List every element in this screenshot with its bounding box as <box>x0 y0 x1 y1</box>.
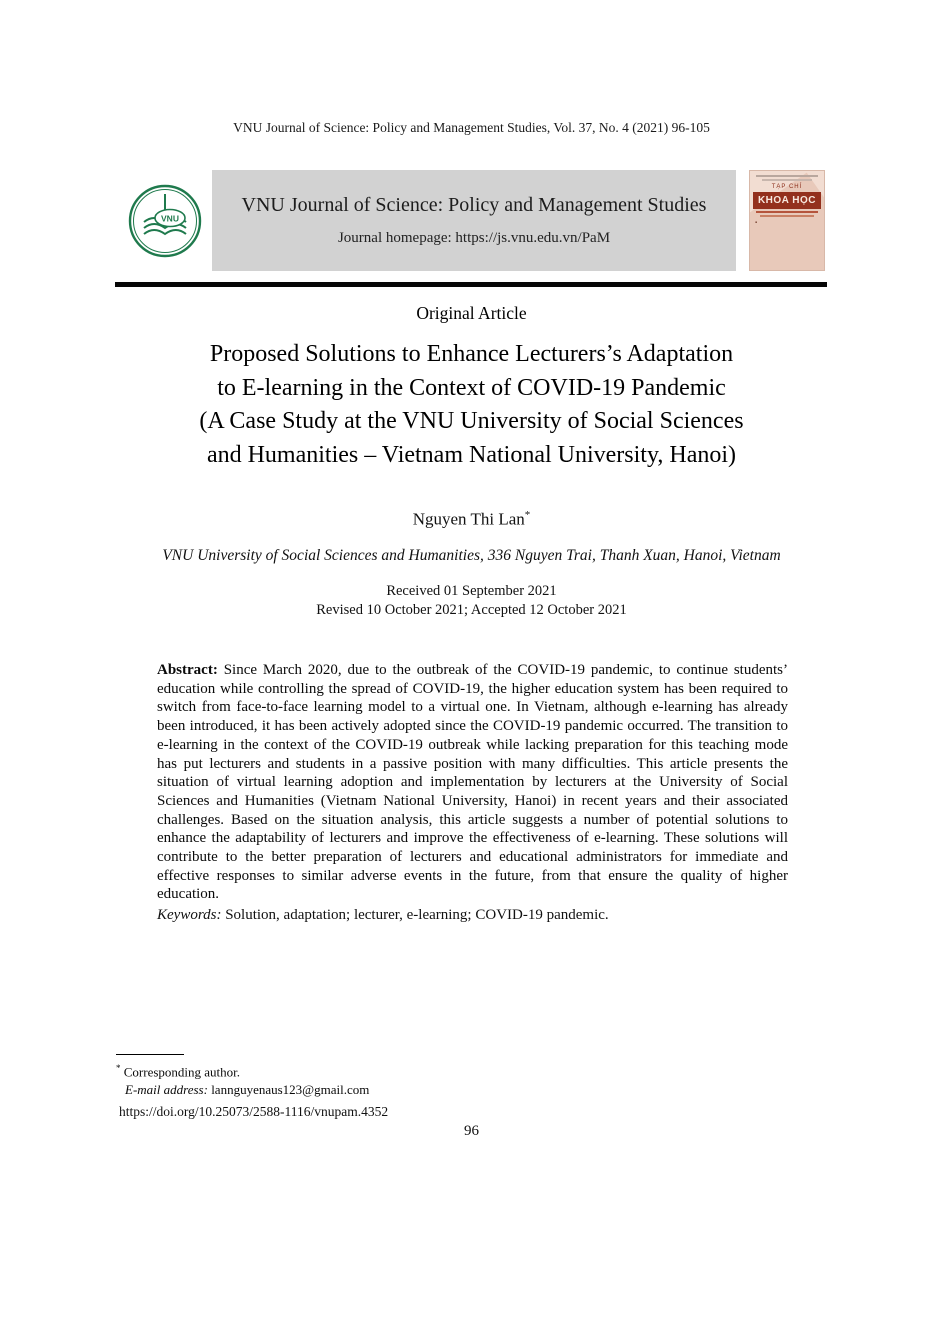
keywords-label: Keywords: <box>157 907 222 923</box>
abstract-paragraph <box>157 661 788 904</box>
cover-volume-mark: ▪ <box>755 220 758 226</box>
email-address[interactable]: lannguyenaus123@gmail.com <box>211 1081 370 1097</box>
keywords-text: Solution, adaptation; lecturer, e-learning; COVID-19 pandemic. <box>225 907 609 923</box>
vnu-logo <box>118 170 212 271</box>
cover-title: KHOA HỌC <box>753 192 821 209</box>
corresponding-author-note <box>116 1060 369 1081</box>
cover-subtitle-line <box>756 211 818 213</box>
doi-link[interactable]: https://doi.org/10.25073/2588-1116/vnupam.4352 <box>119 1104 389 1119</box>
cover-subtitle-line2 <box>760 215 814 217</box>
author-line <box>0 509 943 530</box>
footnote-block <box>116 1060 369 1098</box>
vnu-logo-icon <box>126 182 204 260</box>
received-date: Received 01 September 2021 <box>386 583 557 599</box>
journal-cover-thumbnail <box>749 170 825 271</box>
article-title-line-4: and Humanities – Vietnam National University, Hanoi) <box>206 441 737 468</box>
article-type-label: Original Article <box>416 303 527 323</box>
svg-text:VNU: VNU <box>161 213 179 223</box>
journal-title: VNU Journal of Science: Policy and Management Studies <box>241 194 707 216</box>
masthead-divider-rule <box>115 282 827 287</box>
journal-masthead <box>118 170 825 271</box>
cover-top-line2 <box>762 179 812 181</box>
author-corresponding-mark: * <box>524 509 531 521</box>
footnote-marker: * <box>116 1063 121 1073</box>
email-label: E-mail address: <box>125 1081 208 1097</box>
corresponding-author-text: Corresponding author. <box>123 1064 241 1080</box>
abstract-label: Abstract: <box>157 662 218 678</box>
article-title <box>0 338 943 472</box>
email-line <box>125 1081 369 1099</box>
keywords-line <box>157 907 788 924</box>
page-number: 96 <box>464 1123 479 1139</box>
journal-homepage-link[interactable]: Journal homepage: https://js.vnu.edu.vn/PaM <box>337 230 611 246</box>
running-head: VNU Journal of Science: Policy and Management Studies, Vol. 37, No. 4 (2021) 96-105 <box>233 120 710 135</box>
article-title-line-1: Proposed Solutions to Enhance Lecturers’s Adaptation <box>209 341 734 367</box>
footnote-rule <box>116 1054 184 1055</box>
revised-accepted-date: Revised 10 October 2021; Accepted 12 October 2021 <box>316 601 627 618</box>
cover-top-line <box>756 175 818 177</box>
article-title-line-2: to E-learning in the Context of COVID-19 Pandemic <box>217 374 726 401</box>
abstract-text: Since March 2020, due to the outbreak of the COVID-19 pandemic, to continue students’ education while controlling the spread of COVID-19, the higher education system has been required to switch from face-to-face learning model to a virtual one. In Vietnam, although e-learning has already been introduced, it has been actively adopted since the COVID-19 pandemic occurred. The transition to e-learning in the context of the COVID-19 outbreak while lacking preparation for this teaching mode has put lecturers and students in a passive position with many difficulties. This article presents the situation of virtual learning adoption and implementation by lecturers at the University of Social Sciences and Humanities (Vietnam National University, Hanoi) in recent years and their associated challenges. Based on the situation analysis, this article suggests a number of potential solutions to enhance the adaptability of lecturers and improve the effectiveness of e-learning. These solutions will contribute to the better preparation of lecturers and educational administrators for immediate and effective responses to similar adverse events in the future, from that ensure the quality of higher education. <box>157 662 789 903</box>
article-title-line-3: (A Case Study at the VNU University of Social Sciences <box>199 408 744 434</box>
cover-series-label: TẠP CHÍ <box>771 184 803 190</box>
masthead-banner <box>212 170 736 271</box>
article-dates <box>0 582 943 619</box>
author-name: Nguyen Thi Lan <box>412 509 525 529</box>
author-affiliation: VNU University of Social Sciences and Humanities, 336 Nguyen Trai, Thanh Xuan, Hanoi, Vietnam <box>162 547 781 564</box>
